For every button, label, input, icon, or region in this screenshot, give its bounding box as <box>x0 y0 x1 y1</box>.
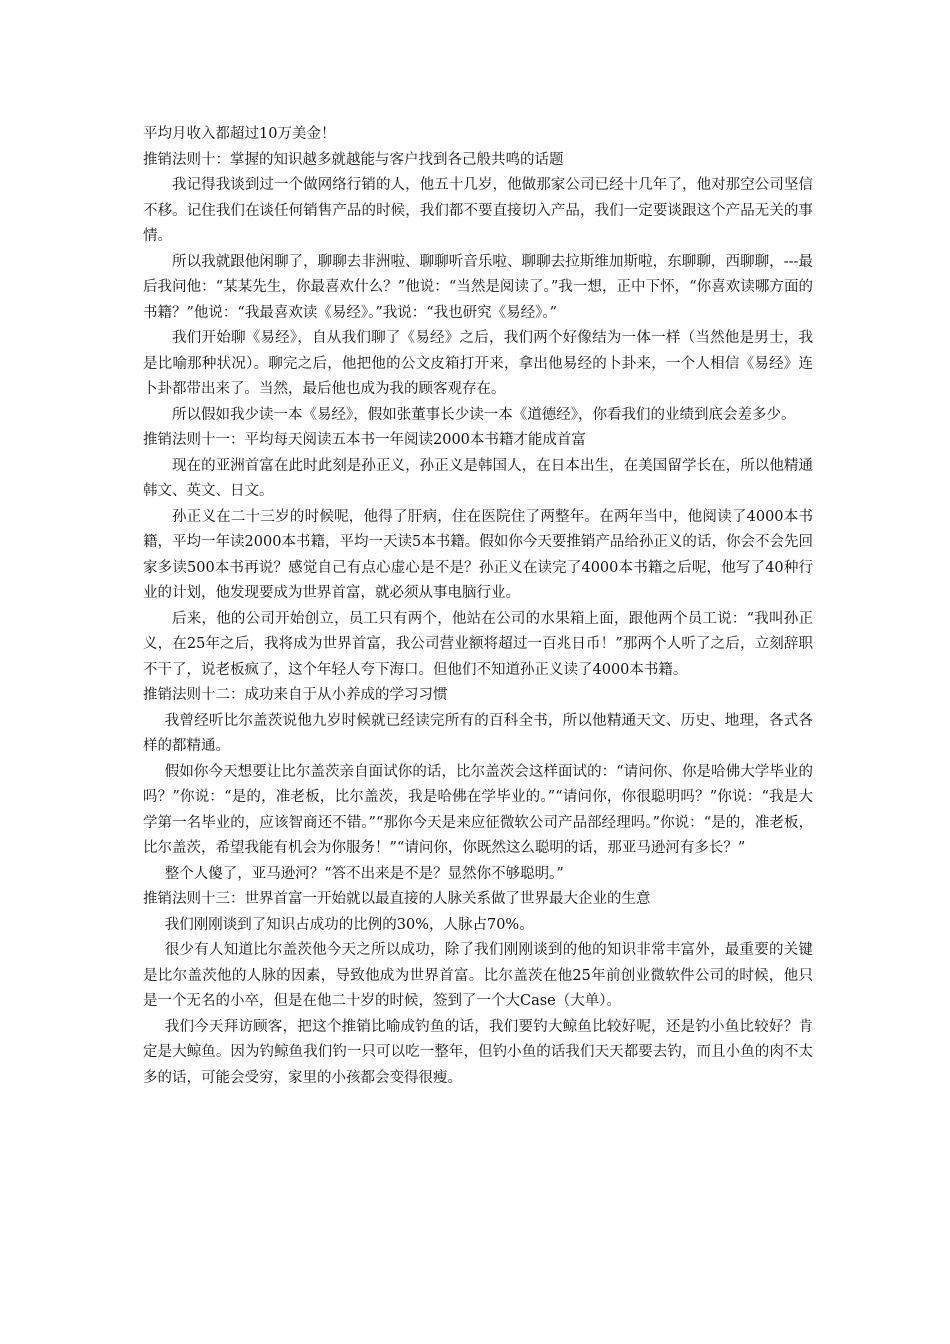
section-heading-10: 推销法则十：掌握的知识越多就越能与客户找到各己般共鸣的话题 <box>143 151 564 168</box>
section-heading-13: 推销法则十三：世界首富一开始就以最直接的人脉关系做了世界最大企业的生意 <box>143 891 651 907</box>
section-heading-12: 推销法则十二：成功来自于从小养成的学习习惯 <box>143 687 448 703</box>
document-page <box>143 122 813 1091</box>
paragraph: 我们开始聊《易经》，自从我们聊了《易经》之后，我们两个好像结为一体一样（当然他是男士，我是比喻那种状况）。聊完之后，他把他的公文皮箱打开来，拿出他易经的卜卦来，一个人相信《易经》连卜卦都带出来了。当然，最后他也成为我的顾客观存在。 <box>143 330 813 397</box>
paragraph: 我们今天拜访顾客，把这个推销比喻成钓鱼的话，我们要钓大鲸鱼比较好呢，还是钓小鱼比较好？肯定是大鲸鱼。因为钓鲸鱼我们钓一只可以吃一整年，但钓小鱼的话我们天天都要去钓，而且小鱼的肉不太多的话，可能会受穷，家里的小孩都会变得很瘦。 <box>143 1018 813 1086</box>
paragraph: 后来，他的公司开始创立，员工只有两个，他站在公司的水果箱上面，跟他两个员工说：“我叫孙正义，在25年之后，我将成为世界首富，我公司营业额将超过一百兆日币！”那两个人听了之后，立刻辞职不干了，说老板疯了，这个年轻人夸下海口。但他们不知道孙正义读了4000本书籍。 <box>143 610 813 678</box>
paragraph: 很少有人知道比尔盖茨他今天之所以成功，除了我们刚刚谈到的他的知识非常丰富外，最重要的关键是比尔盖茨他的人脉的因素，导致他成为世界首富。比尔盖茨在他25年前创业微软件公司的时候，他只是一个无名的小卒，但是在他二十岁的时候，签到了一个大Case（大单）。 <box>143 942 813 1009</box>
paragraph: 现在的亚洲首富在此时此刻是孙正义，孙正义是韩国人，在日本出生，在美国留学长在，所以他精通韩文、英文、日文。 <box>143 457 813 499</box>
paragraph: 我曾经听比尔盖茨说他九岁时候就已经读完所有的百科全书，所以他精通天文、历史、地理，各式各样的都精通。 <box>143 712 813 754</box>
section-heading-11: 推销法则十一：平均每天阅读五本书一年阅读2000本书籍才能成首富 <box>143 432 586 448</box>
paragraph: 假如你今天想要让比尔盖茨亲自面试你的话，比尔盖茨会这样面试的：“请问你、你是哈佛大学毕业的吗？”你说：“是的，准老板，比尔盖茨，我是哈佛在学毕业的。”“请问你，你很聪明吗？”你说：“我是大学第一名毕业的，应该智商还不错。”“那你今天是来应征微软公司产品部经理吗。”你说：“是的，准老板，比尔盖茨，希望我能有机会为你服务！”“请问你，你既然这么聪明的话，那亚马逊河有多长？” <box>143 763 813 856</box>
paragraph: 所以假如我少读一本《易经》，假如张董事长少读一本《道德经》，你看我们的业绩到底会差多少。 <box>172 406 796 423</box>
paragraph: 我们刚刚谈到了知识占成功的比例的30%，人脉占70%。 <box>164 916 534 933</box>
paragraph: 整个人傻了，亚马逊河？“答不出来是不是？显然你不够聪明。” <box>164 865 564 882</box>
paragraph: 我记得我谈到过一个做网络行销的人，他五十几岁，他做那家公司已经十几年了，他对那空公司坚信不移。记住我们在谈任何销售产品的时候，我们都不要直接切入产品，我们一定要谈跟这个产品无关的事情。 <box>143 177 813 244</box>
intro-line: 平均月收入都超过10万美金！ <box>143 126 336 142</box>
paragraph: 所以我就跟他闲聊了，聊聊去非洲啦、聊聊听音乐啦、聊聊去拉斯维加斯啦，东聊聊，西聊聊，---最后我问他：“某某先生，你最喜欢什么？”他说：“当然是阅读了。”我一想，正中下怀，“你喜欢读哪方面的书籍？”他说：“我最喜欢读《易经》。”我说：“我也研究《易经》。” <box>143 253 813 321</box>
paragraph: 孙正义在二十三岁的时候呢，他得了肝病，住在医院住了两整年。在两年当中，他阅读了4000本书籍，平均一年读2000本书籍，平均一天读5本书籍。假如你今天要推销产品给孙正义的话，你会不会先回家多读500本书再说？感觉自己有点心虚心是不是？孙正义在读完了4000本书籍之后呢，他写了40种行业的计划，他发现要成为世界首富，就必须从事电脑行业。 <box>143 508 813 601</box>
